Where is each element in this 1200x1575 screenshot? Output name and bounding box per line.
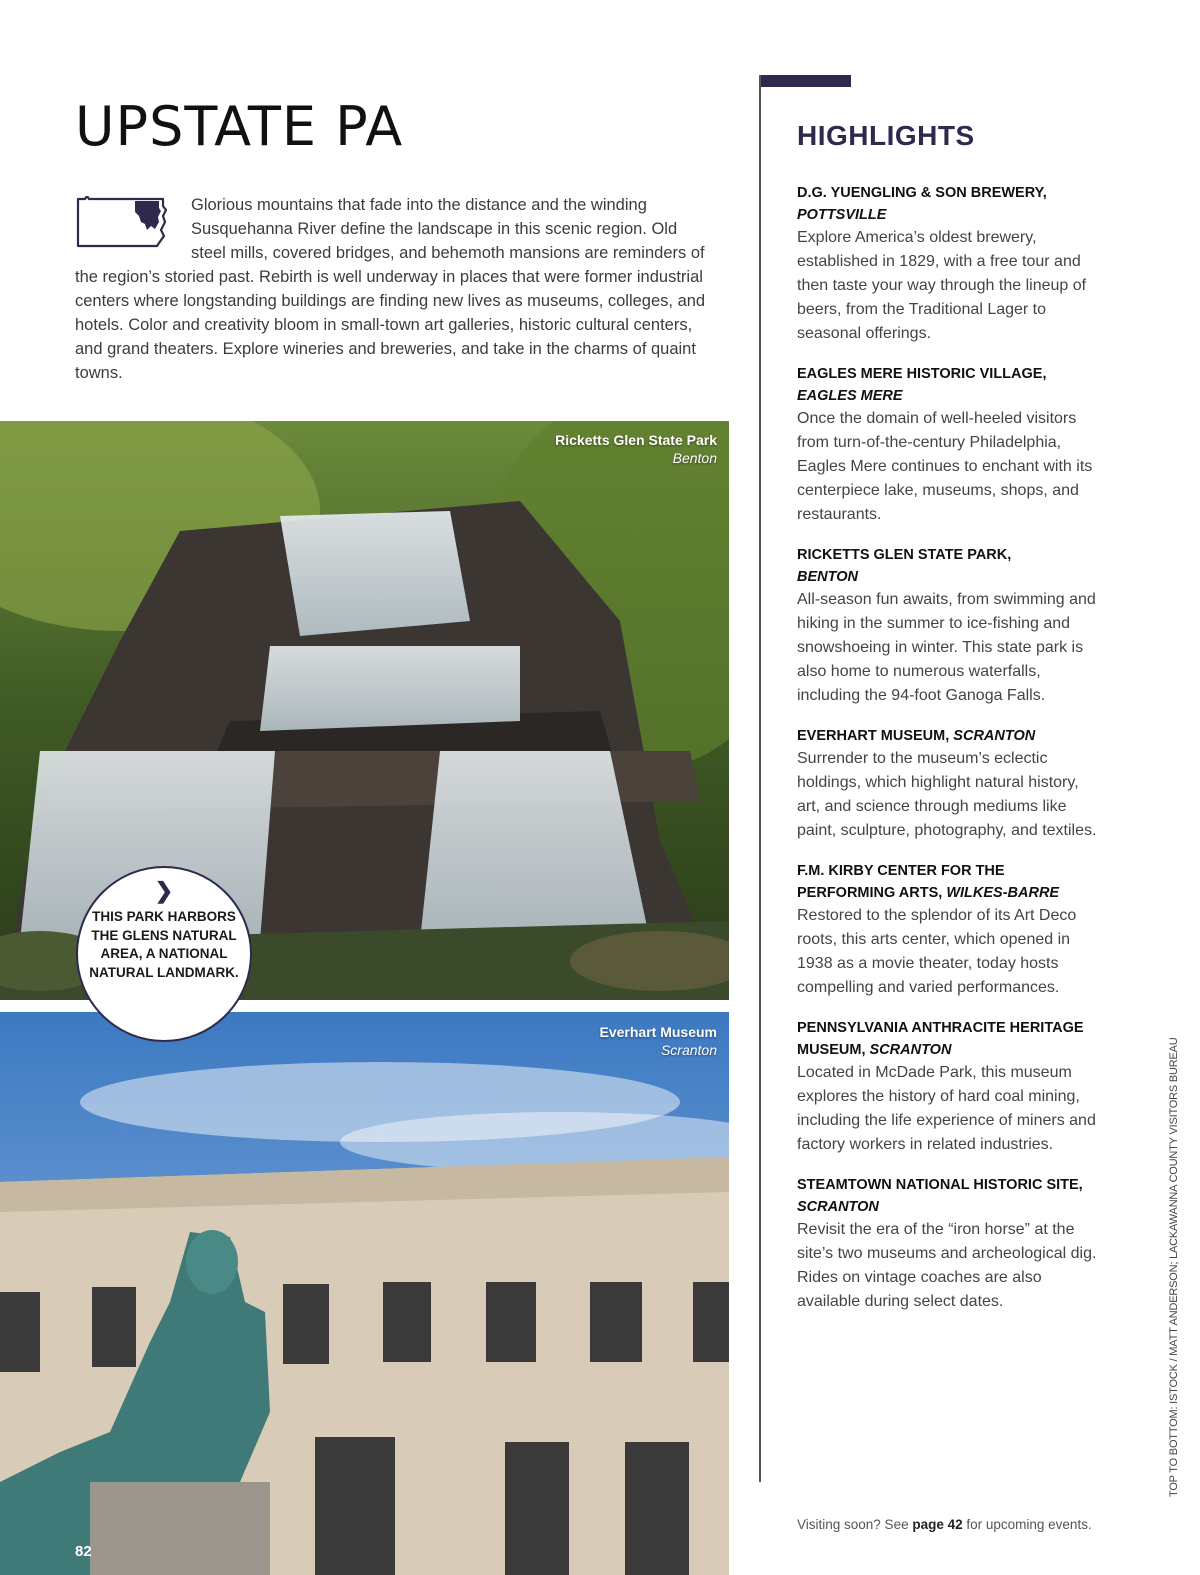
highlights-list <box>797 182 1097 1331</box>
highlight-description: Explore America’s oldest brewery, established in 1829, with a free tour and then taste your way through the lineup of beers, from the Traditional Lager to seasonal offerings. <box>797 229 1087 342</box>
highlight-item <box>797 544 1097 708</box>
highlight-heading: D.G. YUENGLING & SON BREWERY, POTTSVILLE <box>797 185 1047 223</box>
highlight-description: Once the domain of well-heeled visitors from turn-of-the-century Philadelphia, Eagles Mere continues to enchant with its centerpiece lake, museums, shops, and restaurants. <box>797 410 1093 523</box>
highlight-description: Revisit the era of the “iron horse” at the site’s two museums and archeological dig. Rides on vintage coaches are also available during select dates. <box>797 1221 1097 1310</box>
column-divider <box>759 75 761 1482</box>
highlight-description: Restored to the splendor of its Art Deco roots, this arts center, which opened in 1938 as a movie theater, today hosts compelling and varied performances. <box>797 907 1077 996</box>
intro-paragraph <box>75 193 715 385</box>
highlight-item <box>797 1174 1097 1314</box>
page-title: UPSTATE PA <box>75 95 404 158</box>
highlight-description: Located in McDade Park, this museum explores the history of hard coal mining, including the life experience of miners and factory workers in related industries. <box>797 1064 1096 1153</box>
highlight-description: All-season fun awaits, from swimming and hiking in the summer to ice-fishing and snowshoeing in winter. This state park is also home to numerous waterfalls, including the 94-foot Ganoga Falls. <box>797 591 1096 704</box>
highlight-heading: PENNSYLVANIA ANTHRACITE HERITAGE MUSEUM, SCRANTON <box>797 1020 1084 1058</box>
highlight-heading: F.M. KIRBY CENTER FOR THE PERFORMING ARTS, WILKES-BARRE <box>797 863 1060 901</box>
highlight-item <box>797 363 1097 527</box>
photo-credit: TOP TO BOTTOM: ISTOCK / MATT ANDERSON; LACKAWANNA COUNTY VISITORS BUREAU <box>1168 1037 1180 1497</box>
falls-caption-place: Benton <box>672 450 717 466</box>
museum-photo-caption <box>600 1023 717 1059</box>
falls-caption-name: Ricketts Glen State Park <box>555 432 717 448</box>
highlight-heading: EVERHART MUSEUM, SCRANTON <box>797 728 1036 744</box>
page-reference: page 42 <box>912 1517 963 1532</box>
highlights-title: HIGHLIGHTS <box>797 120 975 151</box>
museum-caption-name: Everhart Museum <box>599 1024 717 1040</box>
falls-photo-caption <box>555 431 717 467</box>
footer-note: Visiting soon? See page 42 for upcoming events. <box>797 1517 1092 1532</box>
museum-caption-place: Scranton <box>660 1042 717 1058</box>
highlight-heading: RICKETTS GLEN STATE PARK, BENTON <box>797 547 1012 585</box>
highlight-heading: STEAMTOWN NATIONAL HISTORIC SITE, SCRANTON <box>797 1177 1083 1215</box>
callout-text: THIS PARK HARBORS THE GLENS NATURAL AREA, A NATIONAL NATURAL LANDMARK. <box>89 909 239 980</box>
page-number: 82 <box>75 1543 92 1560</box>
intro-text: Glorious mountains that fade into the distance and the winding Susquehanna River define the landscape in this scenic region. Old steel mills, covered bridges, and behemoth mansions are reminders of the region’s storied past. Rebirth is well underway in places that were former industrial centers where longstanding buildings are finding new lives as museums, colleges, and hotels. Color and creativity bloom in small-town art galleries, historic cultural centers, and grand theaters. Explore wineries and breweries, and take in the charms of quaint towns. <box>75 196 706 382</box>
callout-badge <box>76 866 252 1042</box>
highlight-item <box>797 725 1097 843</box>
highlight-description: Surrender to the museum’s eclectic holdings, which highlight natural history, art, and science through mediums like paint, sculpture, photography, and textiles. <box>797 750 1097 839</box>
accent-bar <box>760 75 851 87</box>
highlight-item <box>797 182 1097 346</box>
highlight-item <box>797 1017 1097 1157</box>
highlight-item <box>797 860 1097 1000</box>
chevron-right-icon: ❯ <box>154 878 174 903</box>
museum-photo <box>0 1012 729 1575</box>
highlight-heading: EAGLES MERE HISTORIC VILLAGE, EAGLES MERE <box>797 366 1047 404</box>
